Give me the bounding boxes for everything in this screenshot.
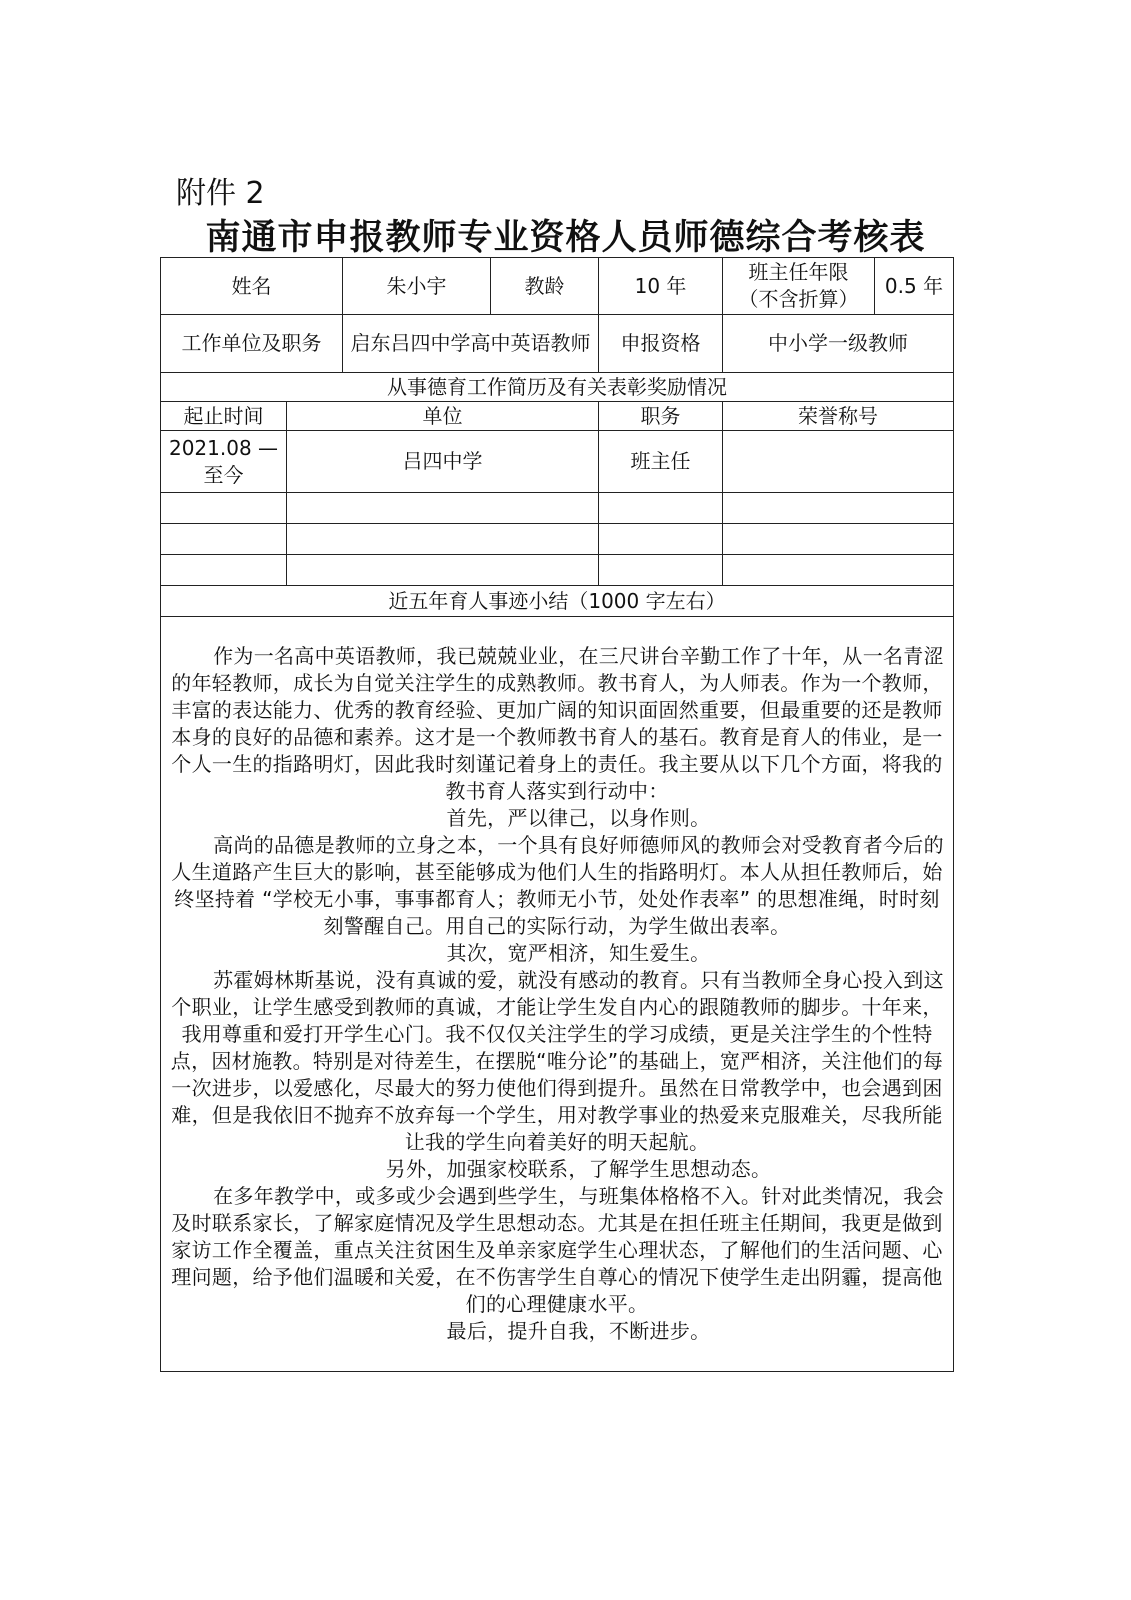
empty-cell [599, 493, 723, 524]
empty-cell [599, 555, 723, 586]
history-position: 班主任 [599, 431, 723, 493]
summary-paragraph: 其次，宽严相济，知生爱生。 [446, 941, 711, 965]
history-empty-row [161, 555, 954, 586]
qualification-value: 中小学一级教师 [723, 315, 954, 373]
summary-body-row [161, 617, 954, 1372]
name-value: 朱小宇 [343, 258, 491, 315]
empty-cell [287, 524, 599, 555]
history-title-row [161, 373, 954, 402]
empty-cell [161, 555, 287, 586]
summary-section-title: 近五年育人事迹小结（1000 字左右） [161, 586, 954, 617]
summary-paragraph: 高尚的品德是教师的立身之本，一个具有良好师德师风的教师会对受教育者今后的人生道路产生巨大的影响，甚至能够成为他们人生的指路明灯。本人从担任教师后，始终坚持着 “学校无小事，事事都育人；教师无小节，处处作表率” 的思想准绳，时时刻刻警醒自己。用自己的实际行动，为学生做出表率。 [171, 833, 944, 938]
summary-paragraph: 另外，加强家校联系，了解学生思想动态。 [385, 1157, 772, 1181]
history-period [161, 431, 287, 493]
empty-cell [161, 524, 287, 555]
empty-cell [723, 524, 954, 555]
empty-cell [599, 524, 723, 555]
empty-cell [723, 555, 954, 586]
empty-cell [287, 555, 599, 586]
column-header-position: 职务 [599, 402, 723, 431]
history-empty-row [161, 524, 954, 555]
column-header-period: 起止时间 [161, 402, 287, 431]
column-header-unit: 单位 [287, 402, 599, 431]
summary-paragraph: 作为一名高中英语教师，我已兢兢业业，在三尺讲台辛勤工作了十年，从一名青涩的年轻教师，成长为自觉关注学生的成熟教师。教书育人，为人师表。作为一个教师，丰富的表达能力、优秀的教育经验、更加广阔的知识面固然重要，但最重要的还是教师本身的良好的品德和素养。这才是一个教师教书育人的基石。教育是育人的伟业，是一个人一生的指路明灯，因此我时刻谨记着身上的责任。我主要从以下几个方面，将我的教书育人落实到行动中： [171, 644, 944, 803]
empty-cell [161, 493, 287, 524]
headteacher-years-label-line2: （不含折算） [738, 287, 859, 311]
basic-info-row [161, 258, 954, 315]
history-period-end: 至今 [203, 462, 244, 487]
work-unit-value: 启东吕四中学高中英语教师 [343, 315, 599, 373]
summary-paragraph: 最后，提升自我，不断进步。 [446, 1319, 711, 1343]
empty-cell [723, 493, 954, 524]
work-unit-label: 工作单位及职务 [161, 315, 343, 373]
summary-paragraph: 首先，严以律己，以身作则。 [446, 806, 711, 830]
teaching-years-label: 教龄 [491, 258, 599, 315]
summary-title-row [161, 586, 954, 617]
headteacher-years-label [723, 258, 875, 315]
history-period-start: 2021.08 — [168, 435, 279, 460]
headteacher-years-label-line1: 班主任年限 [748, 260, 849, 284]
empty-cell [287, 493, 599, 524]
work-info-row [161, 315, 954, 373]
summary-body [161, 617, 954, 1372]
history-header-row [161, 402, 954, 431]
assessment-table [160, 257, 954, 1372]
history-unit: 吕四中学 [287, 431, 599, 493]
name-label: 姓名 [161, 258, 343, 315]
history-section-title: 从事德育工作简历及有关表彰奖励情况 [161, 373, 954, 402]
teaching-years-value: 10 年 [599, 258, 723, 315]
attachment-label: 附件 2 [176, 176, 265, 211]
summary-paragraph: 在多年教学中，或多或少会遇到些学生，与班集体格格不入。针对此类情况，我会及时联系家长，了解家庭情况及学生思想动态。尤其是在担任班主任期间，我更是做到家访工作全覆盖，重点关注贫困生及单亲家庭学生心理状态，了解他们的生活问题、心理问题，给予他们温暖和关爱，在不伤害学生自尊心的情况下使学生走出阴霾，提高他们的心理健康水平。 [171, 1184, 944, 1316]
history-row [161, 431, 954, 493]
history-empty-row [161, 493, 954, 524]
summary-paragraph: 苏霍姆林斯基说，没有真诚的爱，就没有感动的教育。只有当教师全身心投入到这个职业，让学生感受到教师的真诚，才能让学生发自内心的跟随教师的脚步。十年来，我用尊重和爱打开学生心门。我不仅仅关注学生的学习成绩，更是关注学生的个性特点，因材施教。特别是对待差生，在摆脱“唯分论”的基础上，宽严相济，关注他们的每一次进步，以爱感化，尽最大的努力使他们得到提升。虽然在日常教学中，也会遇到困难，但是我依旧不抛弃不放弃每一个学生，用对教学事业的热爱来克服难关，尽我所能让我的学生向着美好的明天起航。 [170, 968, 944, 1154]
form-title: 南通市申报教师专业资格人员师德综合考核表 [205, 218, 926, 258]
qualification-label: 申报资格 [599, 315, 723, 373]
history-honor [723, 431, 954, 493]
column-header-honor: 荣誉称号 [723, 402, 954, 431]
headteacher-years-value: 0.5 年 [875, 258, 954, 315]
